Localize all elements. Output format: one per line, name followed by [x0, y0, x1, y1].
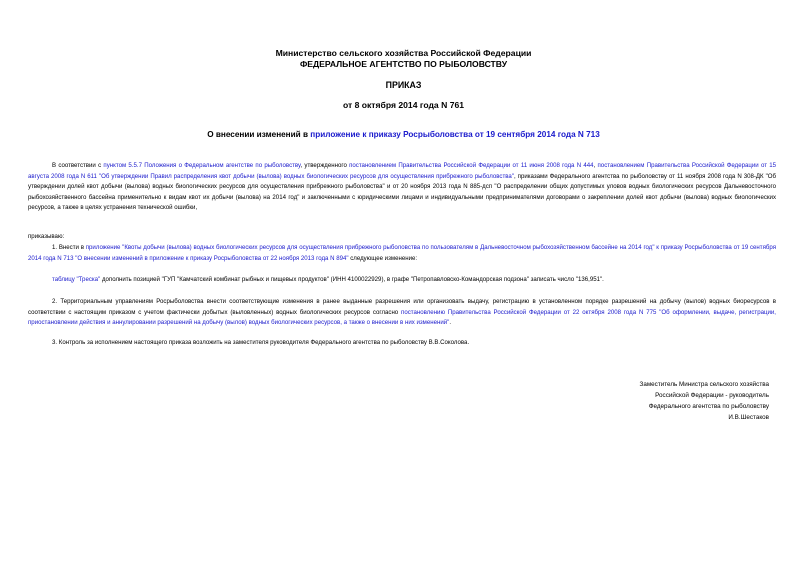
p1-text-2: , утвержденного [300, 162, 350, 169]
doc-type: ПРИКАЗ [385, 80, 422, 90]
p1-link-resolution-444[interactable]: постановлением Правительства Российской Федерации от 11 июня 2008 года N 444 [349, 162, 594, 169]
signature-name: И.В.Шестаков [728, 414, 769, 421]
signature-line-3: Федерального агентства по рыболовству [648, 403, 769, 410]
p3-link-appendix[interactable]: приложение "Квоты добычи (вылова) водных биологических ресурсов для осуществления прибрежного рыболовства по пользователям в Дальневосточном рыбохозяйственном бассейне на 2014 год" к приказу Росрыболовства от 19 сентября 2014 года N 713 [28, 244, 776, 262]
agency-title: ФЕДЕРАЛЬНОЕ АГЕНТСТВО ПО РЫБОЛОВСТВУ [299, 59, 508, 69]
p1-text-1: В соответствии с [52, 162, 104, 169]
p3-link-amendment[interactable]: "О внесении изменений в приложение к приказу Росрыболовства от 22 ноября 2013 года N 894" [73, 254, 349, 262]
subject-link[interactable]: приложение к приказу Росрыболовства от 19 сентября 2014 года N 713 [310, 130, 600, 139]
signature-line-2: Российской Федерации - руководитель [655, 392, 769, 399]
doc-subject [0, 130, 807, 139]
p4-text-1: дополнить позицией "ГУП "Камчатский комбинат рыбных и пищевых продуктов" (ИНН 4100022929), в графе "Петропавловско-Командорская подзона" записать число "136,951". [100, 276, 604, 283]
p5-link-resolution-775[interactable]: постановлению Правительства Российской Федерации от 22 октября 2008 года N 775 "Об оформлении, выдаче, регистрации, приостановлении действия и аннулировании разрешений на добычу (вылов) водных биологических ресурсов, а также о внесении в них изменений" [28, 308, 776, 326]
p1-text-3: , [593, 162, 598, 169]
paragraph-item-2 [28, 297, 776, 329]
subject-prefix: О внесении изменений в [207, 130, 311, 139]
p1-text-4: , приказами Федерального агентства по рыболовству от 11 ноября 2008 года N 308-ДК "Об утверждении долей квот добычи (вылова) водных биологических ресурсов для осуществления прибрежного рыболовства" и от 20 ноября 2013 года N 885-дсп "О распределении общих допустимых уловов водных биологических ресурсов Дальневосточного рыбохозяйственного бассейна применительно к видам квот их добычи (вылова) на 2014 год" и заключенными с юридическими лицами и индивидуальными предпринимателями договорами о закреплении долей квот добычи (вылова) водных биологических ресурсов, а также в целях устранения технической ошибки, [28, 172, 776, 211]
ministry-title: Министерство сельского хозяйства Российской Федерации [275, 48, 532, 58]
p4-link-table[interactable]: таблицу "Треска" [52, 276, 101, 283]
p1-link-resolution-611[interactable]: постановлением Правительства Российской Федерации от 15 августа 2008 года N 611 "Об утверждении Правил распределения квот добычи (вылова) водных биологических ресурсов для осуществления прибрежного рыболовства" [28, 162, 777, 180]
p5-text-2: . [449, 319, 452, 326]
paragraph-order: приказываю: [28, 233, 65, 240]
p5-text-1: 2. Территориальным управлениям Росрыболовства внести соответствующие изменения в ранее выданные разрешения или организовать выдачу, регистрацию в установленном порядке разрешений на добычу (вылов) водных биоресурсов в соответствии с настоящим приказом с учетом фактически добытых (выловленных) водных биологических ресурсов согласно [28, 298, 776, 316]
paragraph-basis [28, 161, 776, 214]
paragraph-item-3: 3. Контроль за исполнением настоящего приказа возложить на заместителя руководителя Федерального агентства по рыболовству В.В.Соколова. [52, 339, 470, 346]
p3-text-3: следующее изменение: [348, 254, 418, 262]
paragraph-table-cod [28, 275, 776, 286]
p3-text-1: 1. Внести в [52, 244, 86, 251]
paragraph-item-1 [28, 243, 776, 264]
doc-date: от 8 октября 2014 года N 761 [342, 100, 465, 110]
p1-link-regulation[interactable]: пунктом 5.5.7 Положения о Федеральном агентстве по рыболовству [103, 162, 301, 169]
signature-line-1: Заместитель Министра сельского хозяйства [639, 381, 769, 388]
signature-block [640, 379, 769, 423]
